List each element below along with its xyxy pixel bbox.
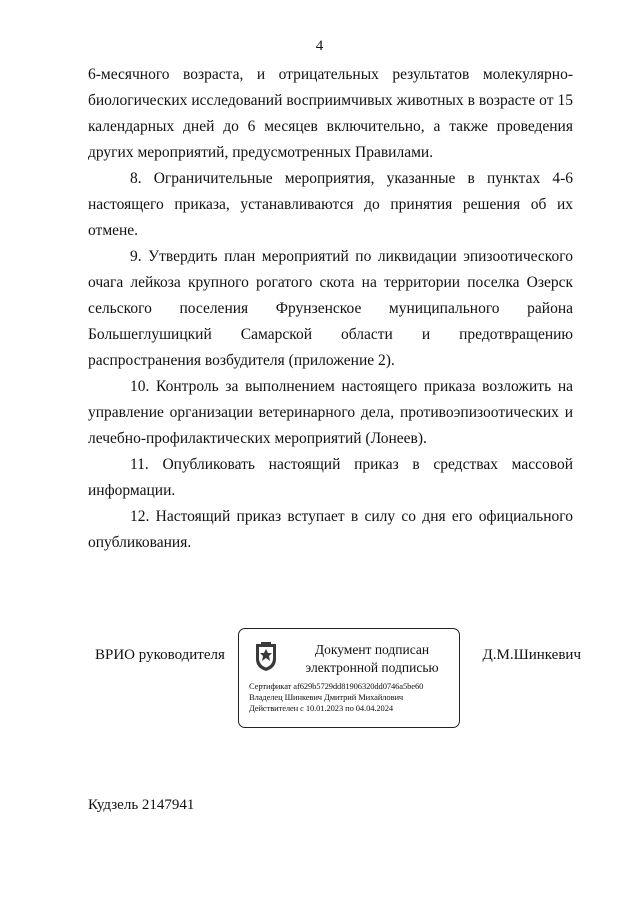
- paragraph-continuation: 6-месячного возраста, и отрицательных результатов молекулярно-биологических исследований восприимчивых животных в возрасте от 15 календарных дней до 6 месяцев включительно, а также проведения других мероприятий, предусмотренных Правилами.: [88, 66, 573, 161]
- certificate-number: Сертификат af629b5729dd81906320dd0746a5be60: [249, 681, 424, 691]
- electronic-signature-stamp: [238, 628, 460, 728]
- stamp-title: [291, 641, 453, 677]
- paragraph-item-12: 12. Настоящий приказ вступает в силу со дня его официального опубликования.: [88, 508, 573, 551]
- paragraph-item-8: 8. Ограничительные мероприятия, указанные в пунктах 4-6 настоящего приказа, устанавливаются до принятия решения об их отмене.: [88, 170, 573, 239]
- document-body: [88, 62, 573, 556]
- certificate-owner: Владелец Шинкевич Дмитрий Михайлович: [249, 692, 404, 702]
- coat-of-arms-icon: [253, 641, 279, 673]
- paragraph-item-11: 11. Опубликовать настоящий приказ в средствах массовой информации.: [88, 456, 573, 499]
- stamp-title-line-2: электронной подписью: [305, 660, 439, 675]
- document-author: Кудзель 2147941: [88, 797, 195, 813]
- certificate-details: [249, 681, 455, 714]
- stamp-title-line-1: Документ подписан: [314, 642, 430, 657]
- certificate-validity: Действителен с 10.01.2023 по 04.04.2024: [249, 703, 393, 713]
- signer-position: ВРИО руководителя: [95, 647, 225, 663]
- paragraph-item-10: 10. Контроль за выполнением настоящего приказа возложить на управление организации ветеринарного дела, противоэпизоотических и лечебно-профилактических мероприятий (Лонеев).: [88, 378, 573, 447]
- paragraph-item-9: 9. Утвердить план мероприятий по ликвидации эпизоотического очага лейкоза крупного рогатого скота на территории поселка Озерск сельского поселения Фрунзенское муниципального района Большеглушицкий Самарской области и предотвращению распространения возбудителя (приложение 2).: [88, 248, 573, 369]
- signer-name: Д.М.Шинкевич: [482, 647, 581, 663]
- page-number: 4: [315, 38, 324, 54]
